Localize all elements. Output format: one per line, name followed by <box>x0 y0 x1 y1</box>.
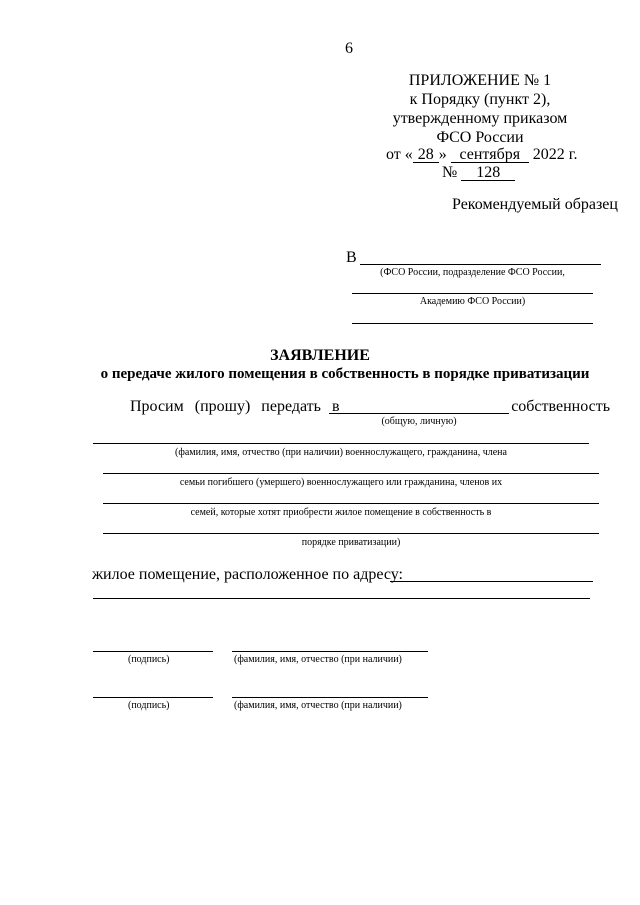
number-label: № <box>442 164 458 181</box>
persons-line-3[interactable] <box>103 503 599 504</box>
date-mid: » <box>438 146 447 163</box>
persons-hint-2: семьи погибшего (умершего) военнослужащего или гражданина, членов их <box>179 477 503 488</box>
persons-line-4[interactable] <box>103 533 599 534</box>
addressee-line-3[interactable] <box>352 323 593 324</box>
request-word-1: Просим <box>130 398 184 415</box>
page-number: 6 <box>345 40 353 57</box>
name-hint-2: (фамилия, имя, отчество (при наличии) <box>234 700 402 711</box>
ownership-type-field[interactable] <box>329 413 509 414</box>
request-word-4: в <box>331 398 340 415</box>
appendix-approved: утвержденному приказом <box>392 110 568 127</box>
name-hint-1: (фамилия, имя, отчество (при наличии) <box>234 654 402 665</box>
signature-field-1[interactable] <box>93 651 213 652</box>
date-year: 2022 г. <box>532 146 578 163</box>
persons-hint-4: порядке приватизации) <box>301 537 401 548</box>
addressee-prefix: В <box>346 249 357 266</box>
request-word-5: собственность <box>511 398 610 415</box>
appendix-number <box>442 164 515 182</box>
persons-hint-3: семей, которые хотят приобрести жилое помещение в собственность в <box>190 507 492 518</box>
document-title: ЗАЯВЛЕНИЕ <box>270 347 370 364</box>
addressee-line-2[interactable] <box>352 293 593 294</box>
signature-field-2[interactable] <box>93 697 213 698</box>
number-value: 128 <box>461 165 515 181</box>
ownership-type-hint: (общую, личную) <box>381 416 457 427</box>
address-label: жилое помещение, расположенное по адресу: <box>92 566 403 583</box>
address-field-1[interactable] <box>390 581 593 582</box>
request-word-3: передать <box>261 398 321 415</box>
document-subtitle: о передаче жилого помещения в собственность в порядке приватизации <box>100 366 590 382</box>
signature-hint-1: (подпись) <box>128 654 170 665</box>
appendix-title: ПРИЛОЖЕНИЕ № 1 <box>408 72 552 89</box>
persons-line-2[interactable] <box>103 473 599 474</box>
request-word-2: (прошу) <box>194 398 251 415</box>
signature-hint-2: (подпись) <box>128 700 170 711</box>
appendix-org: ФСО России <box>436 129 524 146</box>
addressee-hint-1: (ФСО России, подразделение ФСО России, <box>380 267 565 278</box>
name-field-2[interactable] <box>232 697 428 698</box>
address-field-2[interactable] <box>93 598 590 599</box>
recommended-sample: Рекомендуемый образец <box>452 196 618 213</box>
addressee-line-1[interactable] <box>360 264 601 265</box>
persons-hint-1: (фамилия, имя, отчество (при наличии) военнослужащего, гражданина, члена <box>175 447 507 458</box>
date-month: сентября <box>451 147 529 163</box>
appendix-ref: к Порядку (пункт 2), <box>409 91 551 108</box>
persons-line-1[interactable] <box>93 443 589 444</box>
appendix-date <box>386 146 578 164</box>
name-field-1[interactable] <box>232 651 428 652</box>
date-day: 28 <box>413 147 439 163</box>
date-prefix: от « <box>386 146 413 163</box>
addressee-hint-2: Академию ФСО России) <box>419 296 526 307</box>
